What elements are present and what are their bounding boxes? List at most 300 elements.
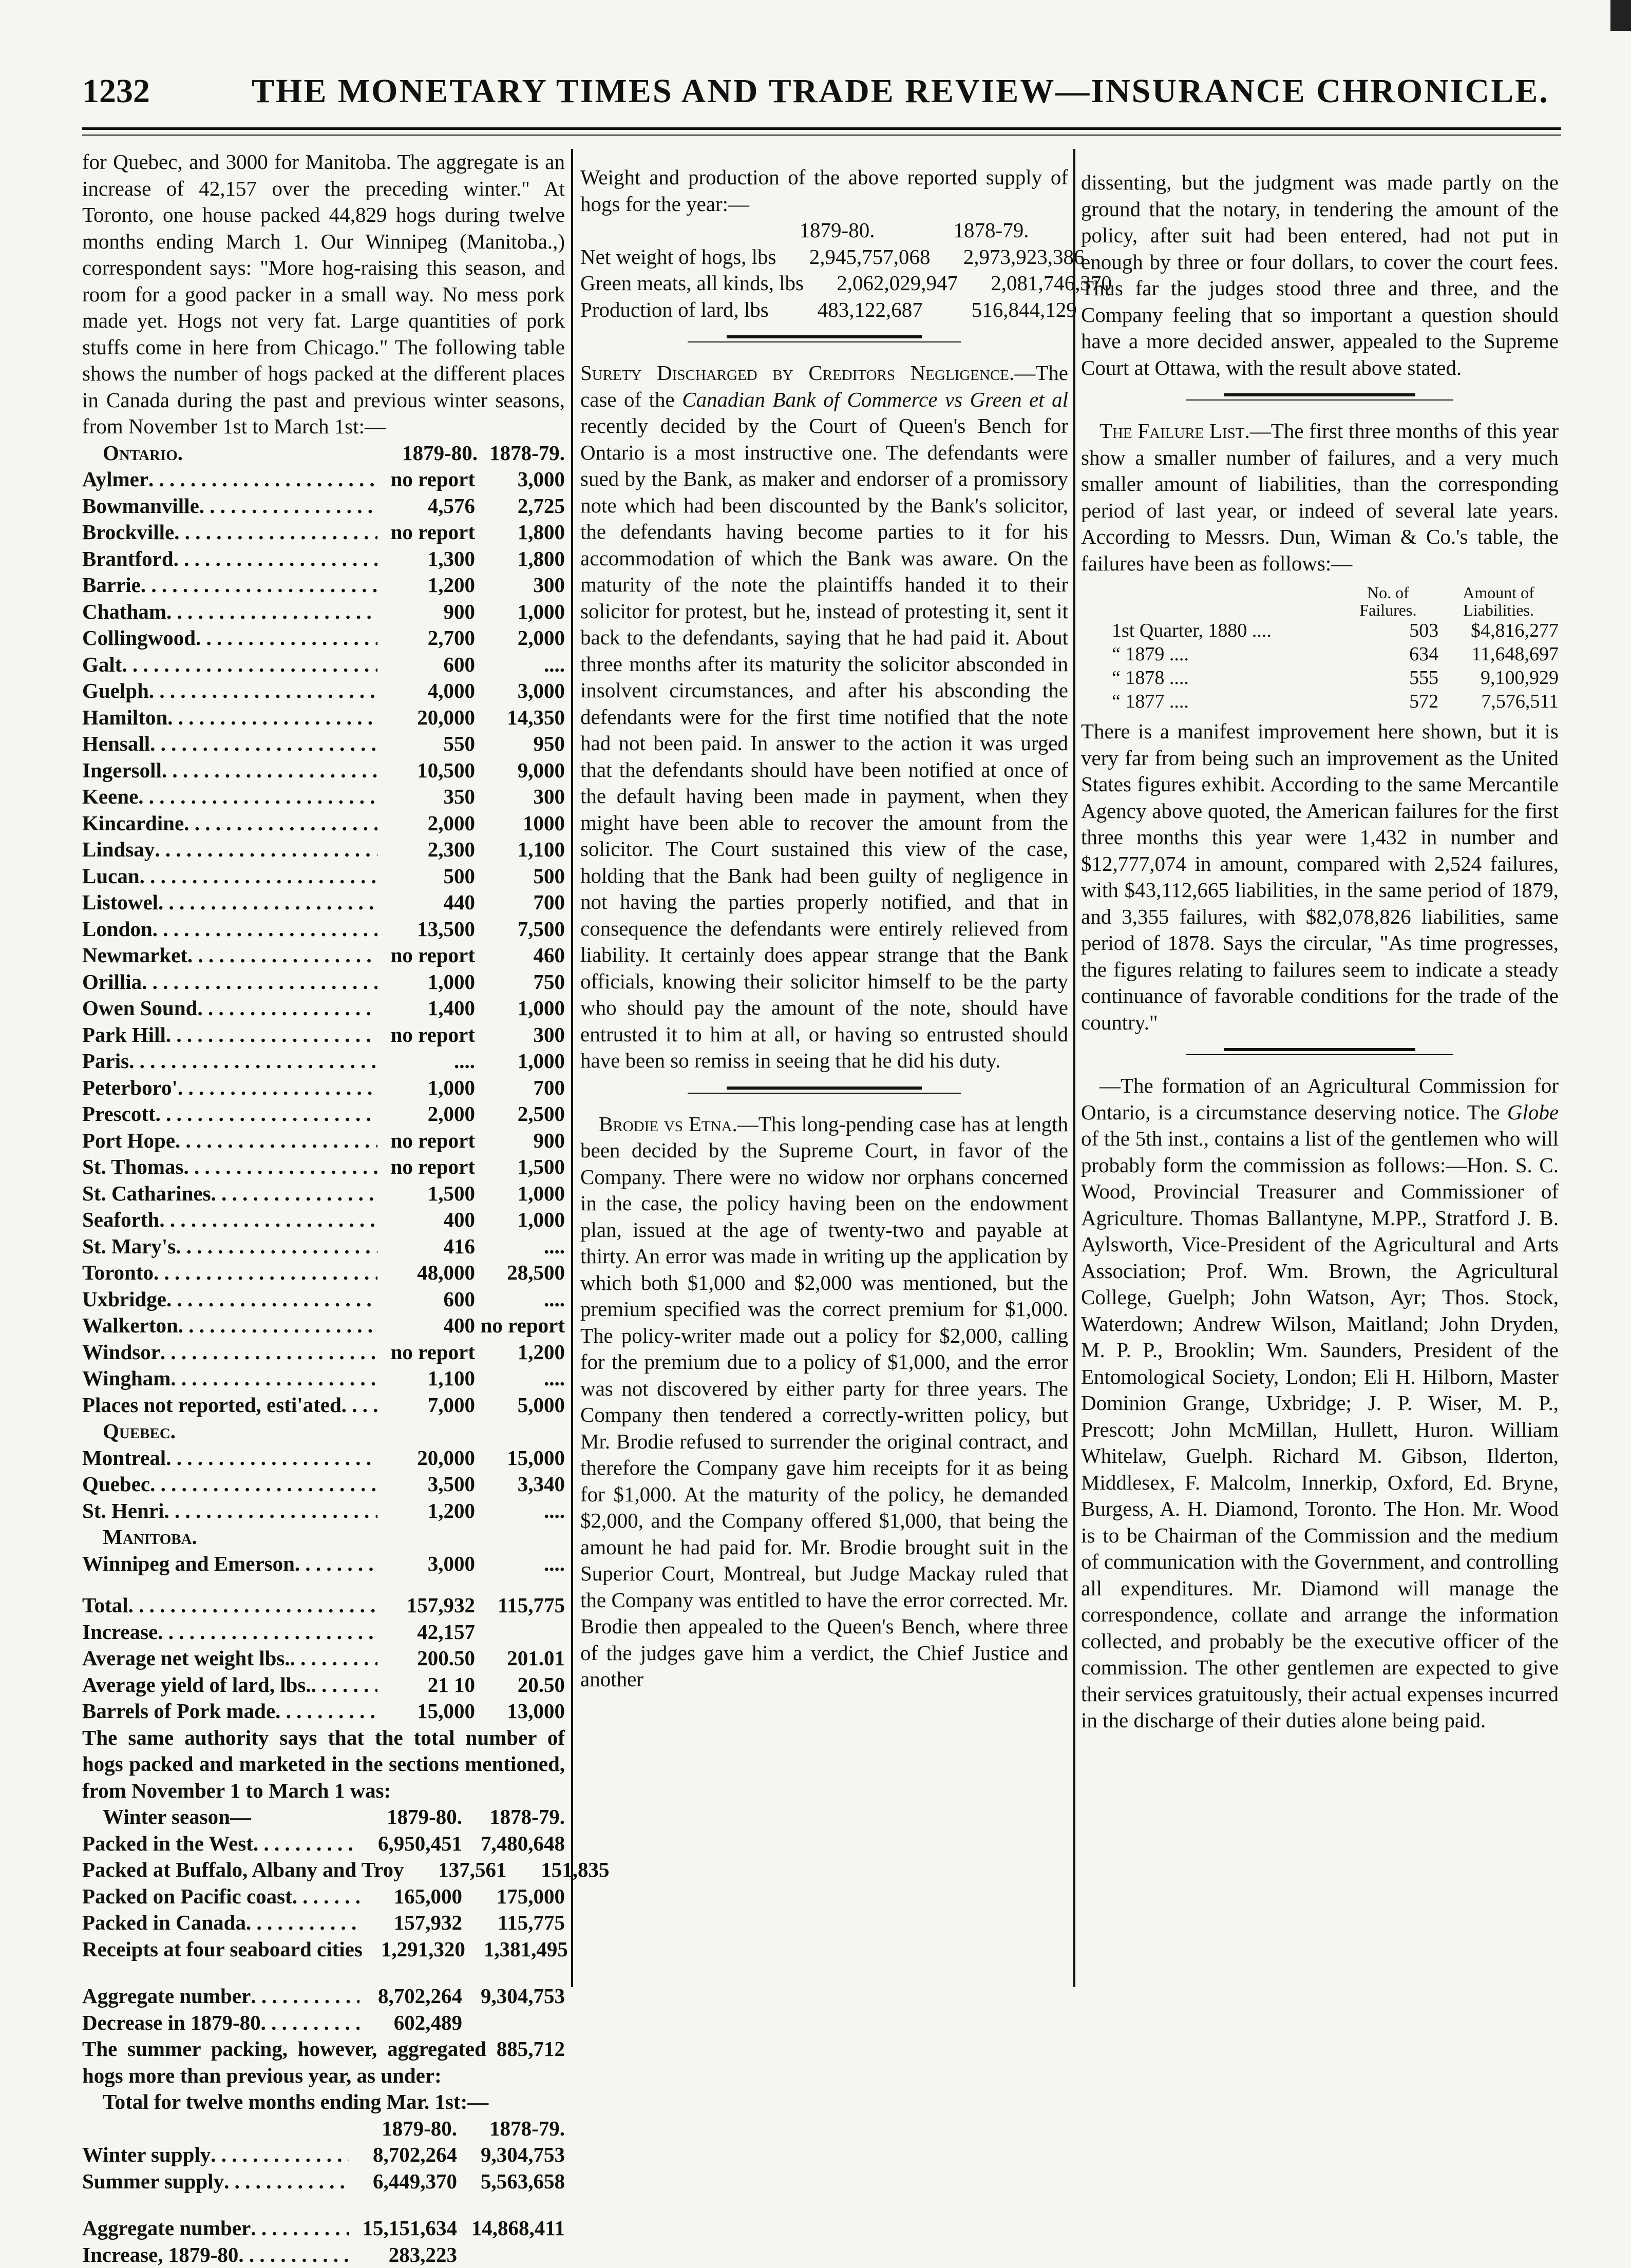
value-previous-year: ....	[475, 1498, 565, 1524]
value-current-year: 400	[377, 1312, 475, 1339]
table-row	[82, 1154, 565, 1180]
table-row	[82, 1592, 565, 1619]
failure-cell: “ 1878 ....	[1112, 666, 1338, 690]
value-previous-year: no report	[475, 1312, 565, 1339]
row-label: Chatham	[82, 599, 166, 625]
twelve-years-header: 1879-80. 1878-79.	[82, 2115, 565, 2142]
surety-text-lead: —The case of the	[580, 361, 1068, 411]
value-previous-year: 3,000	[475, 678, 565, 704]
table-row	[82, 784, 565, 810]
value-current-year: 3,000	[377, 1551, 475, 1577]
value-current-year: 4,576	[377, 493, 475, 520]
value-current-year: 7,000	[377, 1392, 475, 1419]
scan-edge-mark	[1610, 0, 1631, 31]
section-separator	[1081, 387, 1559, 408]
table-row	[82, 1445, 565, 1472]
failure-cell: $4,816,277	[1438, 619, 1559, 642]
agricultural-commission-article	[1081, 1073, 1559, 1734]
value-current-year: 15,000	[377, 1698, 475, 1725]
value-previous-year: 900	[475, 1128, 565, 1154]
hog-packing-intro: for Quebec, and 3000 for Manitoba. The aggregate is an increase of 42,157 over the preceding winter." At Toronto, one house packed 44,829 hogs during twelve months ending March 1. Our Winnipeg (Manitoba.,) correspondent says: "More hog-raising this season, and room for a good packer in a small way. No mess pork made yet. Hogs not very fat. Large quantities of pork stuffs come in here from Chicago." The following table shows the number of hogs packed at the different places in Canada during the past and previous winter seasons, from November 1st to March 1st:—	[82, 149, 565, 440]
value-current-year: 600	[377, 652, 475, 678]
value-previous-year: 300	[475, 572, 565, 599]
value-current-year: 6,449,370	[349, 2168, 457, 2195]
table-row	[82, 1857, 565, 1883]
value-current-year: 283,223	[349, 2242, 457, 2268]
value-current-year: 600	[377, 1286, 475, 1313]
value-previous-year: 750	[475, 969, 565, 996]
value-current-year: 21 10	[377, 1672, 475, 1699]
value-current-year: ....	[377, 1048, 475, 1075]
value-previous-year: 700	[475, 1075, 565, 1101]
value-current-year: 6,950,451	[359, 1831, 462, 1857]
weight-table	[580, 244, 1068, 323]
table-row	[82, 1286, 565, 1313]
value-current-year: 1,200	[377, 572, 475, 599]
table-header: Ontario. 1879-80. 1878-79.	[82, 440, 565, 467]
brodie-body: —This long-pending case has at length been decided by the Supreme Court, in favor of the Company. There were no widow nor orphans concerned in the case, the policy having been on the endowment plan, issued at the age of twenty-two and payable at thirty. An error was made in writing up the application by which both $1,000 and $2,000 was mentioned, but the premium specified was the correct premium for $1,000. The policy-writer made out a policy for $2,000, calling for the premium due to a policy of $1,000, and the error was not discovered by either party for three years. The Company then tendered a correctly-written policy, but Mr. Brodie refused to surrender the original contract, and therefore the Company gave him receipts for it as being for $1,000. At the maturity of the policy, he demanded $2,000, and the Company offered $1,000, that being the amount he had paid for. Mr. Brodie brought suit in the Superior Court, Montreal, but Judge Mackay ruled that the Company was entitled to have the error corrected. Mr. Brodie then appealed to the Queen's Bench, where three of the judges gave him a verdict, the Chief Justice and another	[580, 1112, 1068, 1691]
row-label: Paris	[82, 1048, 129, 1075]
table-row	[82, 2142, 565, 2168]
table-row	[82, 1048, 565, 1075]
value-previous-year: 500	[475, 863, 565, 890]
row-label: Lucan	[82, 863, 140, 890]
row-label: Production of lard, lbs	[580, 297, 769, 323]
value-previous-year: ....	[475, 1365, 565, 1392]
row-label: Aggregate number	[82, 1983, 251, 2010]
value-previous-year: 1000	[475, 810, 565, 837]
column-divider-1	[571, 149, 573, 1987]
table-row	[82, 1233, 565, 1260]
table-row	[82, 757, 565, 784]
value-previous-year: 2,000	[475, 625, 565, 652]
weight-intro: Weight and production of the above reported supply of hogs for the year:—	[580, 164, 1068, 217]
failure-table: No. of Amount of Failures. Liabilities. 1st Quarter, 1880 .... 503 $4,816,277 “ 1879 .... 634 11,648,697 “ 1878 .... 555 9,100,929 “ 1877 .... 572 7,576,511	[1112, 584, 1559, 713]
winter-table	[82, 1831, 565, 1963]
value-previous-year: 1,200	[475, 1339, 565, 1366]
value-previous-year: ....	[475, 1233, 565, 1260]
table-row	[82, 1672, 565, 1699]
value-previous-year: 1,100	[475, 836, 565, 863]
value-current-year: 15,151,634	[349, 2215, 457, 2242]
table-row	[82, 1207, 565, 1233]
failure-cell: 555	[1338, 666, 1438, 690]
table-row	[82, 2215, 565, 2242]
row-label: Hensall	[82, 731, 150, 757]
value-previous-year: 9,304,753	[462, 1983, 565, 2010]
table-row	[82, 625, 565, 652]
agri-text-lead: —The formation of an Agricultural Commission for Ontario, is a circumstance deserving notice. The	[1081, 1074, 1559, 1124]
table-row	[82, 1645, 565, 1672]
failure-article	[1081, 418, 1559, 577]
failure-cell: 634	[1338, 642, 1438, 666]
manitoba-heading: Manitoba.	[82, 1524, 565, 1551]
brodie-heading: Brodie vs Etna.	[599, 1112, 737, 1136]
failure-cell: 11,648,697	[1438, 642, 1559, 666]
row-label: Packed in the West	[82, 1831, 253, 1857]
table-row	[82, 1260, 565, 1286]
row-label: Galt	[82, 652, 122, 678]
value-current-year: no report	[377, 942, 475, 969]
value-previous-year: 20.50	[475, 1672, 565, 1699]
row-label: Park Hill	[82, 1022, 166, 1049]
row-label: Prescott	[82, 1101, 156, 1128]
value-previous-year: 7,480,648	[462, 1831, 565, 1857]
aggregate-table	[82, 1983, 565, 2036]
table-row	[82, 652, 565, 678]
failure-cell: 7,576,511	[1438, 690, 1559, 713]
value-current-year: 48,000	[377, 1260, 475, 1286]
value-previous-year: 950	[475, 731, 565, 757]
table-row	[82, 1883, 565, 1910]
value-current-year: 1,000	[377, 1075, 475, 1101]
row-label: Average net weight lbs.	[82, 1645, 290, 1672]
value-previous-year: 1,000	[475, 995, 565, 1022]
row-label: Lindsay	[82, 836, 155, 863]
section-separator	[1081, 1042, 1559, 1062]
value-current-year: 416	[377, 1233, 475, 1260]
row-label: Owen Sound	[82, 995, 197, 1022]
failure-analysis: There is a manifest improvement here shown, but it is very far from being such an improvement as the United States figures exhibit. According to the same Mercantile Agency above quoted, the American failures for the first three months this year were 1,432 in number and $12,777,074 in amount, compared with 2,524 failures, with $43,112,665 liabilities, in the same period of 1879, and 3,355 failures, with $82,078,826 liabilities, same period of 1878. Says the circular, "As time progresses, the figures relating to failures seem to indicate a steady continuance of favorable conditions for the trade of the country."	[1081, 718, 1559, 1036]
summer-packing-text: The summer packing, however, aggregated 885,712 hogs more than previous year, as under:	[82, 2036, 565, 2089]
row-label: Total	[82, 1592, 128, 1619]
value-previous-year: 15,000	[475, 1445, 565, 1472]
row-label: Ingersoll	[82, 757, 162, 784]
value-current-year: 3,500	[377, 1471, 475, 1498]
value-current-year: 20,000	[377, 1445, 475, 1472]
value-previous-year: 115,775	[475, 1592, 565, 1619]
row-label: Bowmanville	[82, 493, 199, 520]
row-label: St. Thomas	[82, 1154, 183, 1180]
row-label: St. Mary's	[82, 1233, 176, 1260]
value-previous-year	[462, 2010, 565, 2036]
manitoba-table	[82, 1551, 565, 1577]
value-current-year: 13,500	[377, 916, 475, 943]
value-current-year: 1,500	[377, 1180, 475, 1207]
column-divider-2	[1073, 149, 1075, 1987]
table-row	[82, 2242, 565, 2268]
table-row	[82, 599, 565, 625]
row-label: Newmarket	[82, 942, 187, 969]
row-label: Net weight of hogs, lbs	[580, 244, 776, 271]
row-label: Uxbridge	[82, 1286, 166, 1313]
value-previous-year: 1,800	[475, 519, 565, 546]
value-current-year: 2,062,029,947	[804, 270, 958, 297]
column-2	[580, 164, 1068, 1693]
value-current-year: 483,122,687	[769, 297, 923, 323]
value-current-year: 2,300	[377, 836, 475, 863]
value-previous-year	[457, 2242, 565, 2268]
value-current-year: 440	[377, 889, 475, 916]
row-label: Increase	[82, 1619, 158, 1646]
surety-article	[580, 360, 1068, 1074]
table-row	[82, 1698, 565, 1725]
twelve-month-table	[82, 2142, 565, 2195]
value-current-year: 2,000	[377, 810, 475, 837]
value-current-year: 137,561	[404, 1857, 507, 1883]
table-row	[82, 1936, 565, 1963]
table-row	[580, 270, 1068, 297]
surety-case-name: Canadian Bank of Commerce vs Green et al	[682, 388, 1068, 411]
row-label: Aylmer	[82, 466, 148, 493]
table-row	[82, 1498, 565, 1524]
section-separator	[580, 1080, 1068, 1101]
value-previous-year: 1,000	[475, 1207, 565, 1233]
failure-cell: 503	[1338, 619, 1438, 642]
row-label: Places not reported, esti'ated	[82, 1392, 342, 1419]
value-previous-year: 201.01	[475, 1645, 565, 1672]
value-current-year: 400	[377, 1207, 475, 1233]
table-row	[580, 297, 1068, 323]
value-previous-year: 151,835	[507, 1857, 610, 1883]
row-label: London	[82, 916, 153, 943]
value-previous-year: 700	[475, 889, 565, 916]
value-current-year: no report	[377, 1339, 475, 1366]
row-label: Wingham	[82, 1365, 170, 1392]
failure-row	[1112, 619, 1559, 642]
column-1	[82, 149, 565, 2268]
value-previous-year: 9,000	[475, 757, 565, 784]
row-label: Walkerton	[82, 1312, 178, 1339]
table-row	[82, 678, 565, 704]
table-row	[580, 244, 1068, 271]
row-label: Aggregate number	[82, 2215, 251, 2242]
table-row	[82, 1831, 565, 1857]
value-previous-year: 300	[475, 784, 565, 810]
section-separator	[580, 329, 1068, 350]
table-row	[82, 1180, 565, 1207]
row-label: Hamilton	[82, 704, 167, 731]
table-row	[82, 836, 565, 863]
value-previous-year: 175,000	[462, 1883, 565, 1910]
table-row	[82, 916, 565, 943]
value-previous-year: 13,000	[475, 1698, 565, 1725]
table-row	[82, 1339, 565, 1366]
row-label: Packed at Buffalo, Albany and Troy	[82, 1857, 404, 1883]
table-row	[82, 2168, 565, 2195]
value-previous-year: 2,725	[475, 493, 565, 520]
row-label: Kincardine	[82, 810, 184, 837]
value-current-year: 20,000	[377, 704, 475, 731]
row-label: Montreal	[82, 1445, 166, 1472]
value-current-year: 2,945,757,068	[776, 244, 931, 271]
value-previous-year: 5,000	[475, 1392, 565, 1419]
page-header	[82, 72, 1556, 128]
value-previous-year: ....	[475, 652, 565, 678]
row-label: Receipts at four seaboard cities	[82, 1936, 363, 1963]
row-label: Toronto	[82, 1260, 154, 1286]
header-rule-thin	[82, 135, 1561, 136]
row-label: Green meats, all kinds, lbs	[580, 270, 804, 297]
totals-table	[82, 1592, 565, 1725]
value-current-year: 550	[377, 731, 475, 757]
table-row	[82, 572, 565, 599]
value-previous-year: 2,500	[475, 1101, 565, 1128]
row-label: Brantford	[82, 546, 174, 573]
row-label: Packed on Pacific coast	[82, 1883, 292, 1910]
value-previous-year: 3,340	[475, 1471, 565, 1498]
table-row	[82, 2010, 565, 2036]
table-row	[82, 1365, 565, 1392]
surety-heading: Surety Discharged by Creditors Negligence.	[580, 361, 1014, 385]
table-row	[82, 969, 565, 996]
value-current-year: 200.50	[377, 1645, 475, 1672]
value-current-year: 4,000	[377, 678, 475, 704]
value-previous-year: 5,563,658	[457, 2168, 565, 2195]
surety-body: recently decided by the Court of Queen's Bench for Ontario is a most instructive one. The defendants were sued by the Bank, as maker and endorser of a promissory note which had been discounted by the Bank's solicitor, the defendants having become parties to it for his accommodation of which the Bank was aware. On the maturity of the note the plaintiffs handed it to their solicitor for protest, but he, instead of protesting it, sent it back to the defendants, saying that he had paid it. About three months after its maturity the solicitor absconded in insolvent circumstances, and after his absconding the defendants were for the first time notified that the note had not been paid. In answer to the action it was urged that the defendants should have been notified at once of the default having been made in payment, when they might have been able to recover the amount from the solicitor. The Court sustained this view of the case, holding that the Bank had been guilty of negligence in not having the parties properly notified, and that in consequence the defendants were entirely relieved from liability. It certainly does appear strange that the Bank officials, knowing their solicitor himself to be the party who should pay the amount of the note, should have entrusted it to him at all, or having so entrusted should have been so remiss in seeing that he did his duty.	[580, 414, 1068, 1072]
value-previous-year: 1,800	[475, 546, 565, 573]
table-row	[82, 731, 565, 757]
value-current-year: 42,157	[377, 1619, 475, 1646]
final-aggregate-table	[82, 2215, 565, 2268]
table-row	[82, 1983, 565, 2010]
row-label: Winter supply	[82, 2142, 211, 2168]
value-previous-year: 7,500	[475, 916, 565, 943]
failure-body: —The first three months of this year show a smaller number of failures, and a very much smaller amount of liabilities, than the corresponding period of last year, or indeed of several late years. According to Messrs. Dun, Wiman & Co.'s table, the failures have been as follows:—	[1081, 419, 1559, 575]
failure-row	[1112, 666, 1559, 690]
value-current-year: 157,932	[377, 1592, 475, 1619]
row-label: Peterboro'	[82, 1075, 178, 1101]
value-current-year: 1,400	[377, 995, 475, 1022]
value-current-year: 1,200	[377, 1498, 475, 1524]
table-row	[82, 466, 565, 493]
row-label: Collingwood	[82, 625, 196, 652]
row-label: Average yield of lard, lbs.	[82, 1672, 311, 1699]
value-previous-year: 115,775	[462, 1910, 565, 1936]
value-current-year: 1,100	[377, 1365, 475, 1392]
failure-row	[1112, 690, 1559, 713]
page-number: 1232	[82, 72, 150, 111]
table-row	[82, 1619, 565, 1646]
value-current-year: 2,700	[377, 625, 475, 652]
table-row	[82, 1128, 565, 1154]
value-current-year: 157,932	[359, 1910, 462, 1936]
value-current-year: 1,291,320	[363, 1936, 465, 1963]
row-label: Windsor	[82, 1339, 160, 1366]
value-previous-year: 2,973,923,386	[931, 244, 1085, 271]
value-current-year: 8,702,264	[359, 1983, 462, 2010]
failure-heading: The Failure List.	[1099, 419, 1250, 443]
row-label: Seaforth	[82, 1207, 159, 1233]
value-previous-year: 1,000	[475, 1180, 565, 1207]
row-label: Keene	[82, 784, 138, 810]
ontario-table	[82, 466, 565, 1418]
value-previous-year: 9,304,753	[457, 2142, 565, 2168]
table-row	[82, 942, 565, 969]
total-hogs-text: The same authority says that the total number of hogs packed and marketed in the sections mentioned, from November 1 to March 1 was:	[82, 1725, 565, 1804]
table-row	[82, 1101, 565, 1128]
table-row	[82, 1312, 565, 1339]
value-current-year: no report	[377, 519, 475, 546]
row-label: Winnipeg and Emerson	[82, 1551, 295, 1577]
value-previous-year: 28,500	[475, 1260, 565, 1286]
value-current-year: no report	[377, 1154, 475, 1180]
value-current-year: 8,702,264	[349, 2142, 457, 2168]
value-previous-year: 1,000	[475, 1048, 565, 1075]
value-previous-year: 1,000	[475, 599, 565, 625]
value-previous-year: 460	[475, 942, 565, 969]
row-label: Increase, 1879-80	[82, 2242, 238, 2268]
table-row	[82, 810, 565, 837]
table-row	[82, 1075, 565, 1101]
row-label: St. Catharines	[82, 1180, 211, 1207]
table-row	[82, 889, 565, 916]
column-3	[1081, 169, 1559, 1734]
row-label: Brockville	[82, 519, 174, 546]
row-label: Summer supply	[82, 2168, 224, 2195]
value-previous-year: 1,500	[475, 1154, 565, 1180]
value-current-year: 165,000	[359, 1883, 462, 1910]
table-row	[82, 1022, 565, 1049]
value-previous-year: ....	[475, 1551, 565, 1577]
table-row	[82, 995, 565, 1022]
value-previous-year: ....	[475, 1286, 565, 1313]
value-previous-year: 300	[475, 1022, 565, 1049]
value-current-year: 1,300	[377, 546, 475, 573]
table-row	[82, 519, 565, 546]
table-row	[82, 1910, 565, 1936]
row-label: St. Henri	[82, 1498, 164, 1524]
failure-row	[1112, 642, 1559, 666]
row-label: Decrease in 1879-80	[82, 2010, 261, 2036]
brodie-article	[580, 1111, 1068, 1693]
weight-years-header: 1879-80. 1878-79.	[580, 217, 1068, 244]
value-previous-year: 516,844,129	[923, 297, 1077, 323]
masthead-title: THE MONETARY TIMES AND TRADE REVIEW—INSURANCE CHRONICLE.	[252, 72, 1549, 111]
table-row	[82, 1471, 565, 1498]
row-label: Barrie	[82, 572, 141, 599]
value-previous-year	[475, 1619, 565, 1646]
value-previous-year: 2,081,746,370	[958, 270, 1112, 297]
value-current-year: 500	[377, 863, 475, 890]
value-previous-year: 14,868,411	[457, 2215, 565, 2242]
failure-cell: “ 1879 ....	[1112, 642, 1338, 666]
row-label: Guelph	[82, 678, 149, 704]
value-current-year: 602,489	[359, 2010, 462, 2036]
failure-cell: 572	[1338, 690, 1438, 713]
value-previous-year: 1,381,495	[465, 1936, 568, 1963]
value-current-year: 1,000	[377, 969, 475, 996]
value-current-year: 350	[377, 784, 475, 810]
failure-cell: “ 1877 ....	[1112, 690, 1338, 713]
value-current-year: no report	[377, 466, 475, 493]
value-previous-year: 3,000	[475, 466, 565, 493]
globe-title: Globe	[1507, 1100, 1559, 1124]
twelve-month-heading: Total for twelve months ending Mar. 1st:—	[82, 2089, 565, 2115]
row-label: Barrels of Pork made	[82, 1698, 275, 1725]
winter-header: Winter season— 1879-80. 1878-79.	[82, 1804, 565, 1831]
row-label: Packed in Canada	[82, 1910, 246, 1936]
row-label: Port Hope	[82, 1128, 175, 1154]
failure-cell: 1st Quarter, 1880 ....	[1112, 619, 1338, 642]
value-previous-year: 14,350	[475, 704, 565, 731]
row-label: Listowel	[82, 889, 158, 916]
quebec-heading: Quebec.	[82, 1418, 565, 1445]
row-label: Orillia	[82, 969, 142, 996]
value-current-year: 10,500	[377, 757, 475, 784]
brodie-continuation: dissenting, but the judgment was made partly on the ground that the notary, in tendering the amount of the policy, after suit had been entered, had not put in enough by three or four dollars, to cover the court fees. Thus far the judges stood three and three, and the Company feeling that so important a question should have a more decided answer, appealed to the Supreme Court at Ottawa, with the result above stated.	[1081, 169, 1559, 381]
value-current-year: 2,000	[377, 1101, 475, 1128]
failure-cell: 9,100,929	[1438, 666, 1559, 690]
agri-body: of the 5th inst., contains a list of the gentlemen who will probably form the commission as follows:—Hon. S. C. Wood, Provincial Treasurer and Commissioner of Agriculture. Thomas Ballantyne, M.PP., Stratford J. B. Aylsworth, Vice-President of the Agricultural and Arts Association; Prof. Wm. Brown, the Agricultural College, Guelph; John Watson, Ayr; Thos. Stock, Waterdown; Andrew Wilson, Maitland; John Dryden, M. P. P., Brooklin; Wm. Saunders, President of the Entomological Society, London; Eli H. Hilborn, Master Dominion Grange, Uxbridge; J. P. Wiser, M. P., Prescott; John McMillan, Hullett, Huron. William Whitelaw, Guelph. Richard M. Gibson, Ilderton, Middlesex, F. Malcolm, Innerkip, Oxford, Ed. Bryne, Burgess, A. H. Diamond, Toronto. The Hon. Mr. Wood is to be Chairman of the Commission and the medium of communication with the Government, and controlling all expenditures. Mr. Diamond will manage the correspondence, collate and arrange the information collected, and probably be the executive officer of the commission. The other gentlemen are expected to give their services gratuitously, their actual expenses incurred in the discharge of their duties alone being paid.	[1081, 1127, 1559, 1732]
table-row	[82, 1392, 565, 1419]
value-current-year: no report	[377, 1022, 475, 1049]
value-current-year: 900	[377, 599, 475, 625]
value-current-year: no report	[377, 1128, 475, 1154]
header-rule-thick	[82, 127, 1561, 130]
row-label: Quebec	[82, 1471, 150, 1498]
table-row	[82, 1551, 565, 1577]
